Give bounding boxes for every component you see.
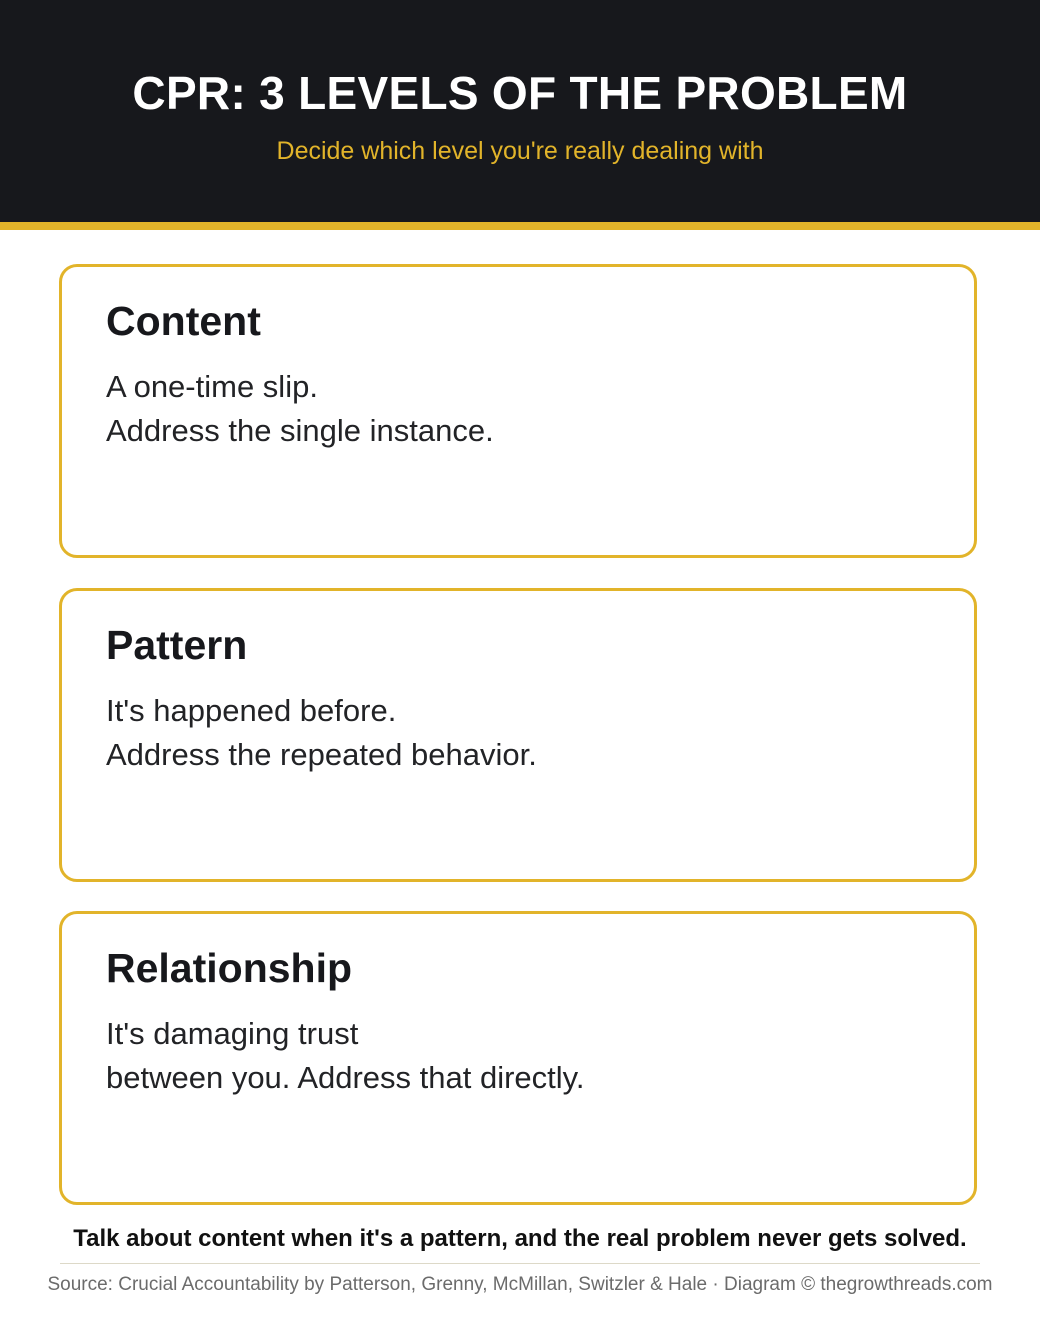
level-description xyxy=(106,689,906,777)
level-card-relationship xyxy=(59,911,977,1205)
footer-divider xyxy=(60,1263,980,1264)
level-card-content xyxy=(59,264,977,558)
level-title: Pattern xyxy=(106,622,248,668)
header-banner xyxy=(0,0,1040,222)
header-accent-rule xyxy=(0,222,1040,230)
level-description xyxy=(106,365,906,453)
takeaway-text: Talk about content when it's a pattern, and the real problem never gets solved. xyxy=(73,1225,967,1252)
level-description-line: between you. Address that directly. xyxy=(106,1060,585,1095)
page-subtitle: Decide which level you're really dealing with xyxy=(276,137,764,165)
level-description xyxy=(106,1012,906,1100)
level-card-pattern xyxy=(59,588,977,882)
level-title: Content xyxy=(106,298,261,344)
page-title: CPR: 3 LEVELS OF THE PROBLEM xyxy=(132,67,908,119)
level-description-line: Address the repeated behavior. xyxy=(106,737,537,772)
level-description-line: Address the single instance. xyxy=(106,413,494,448)
level-description-line: It's damaging trust xyxy=(106,1016,359,1051)
level-description-line: It's happened before. xyxy=(106,693,397,728)
level-description-line: A one-time slip. xyxy=(106,369,318,404)
level-title: Relationship xyxy=(106,945,353,991)
source-credit: Source: Crucial Accountability by Patterson, Grenny, McMillan, Switzler & Hale · Diagram © thegrowthreads.com xyxy=(47,1274,993,1295)
